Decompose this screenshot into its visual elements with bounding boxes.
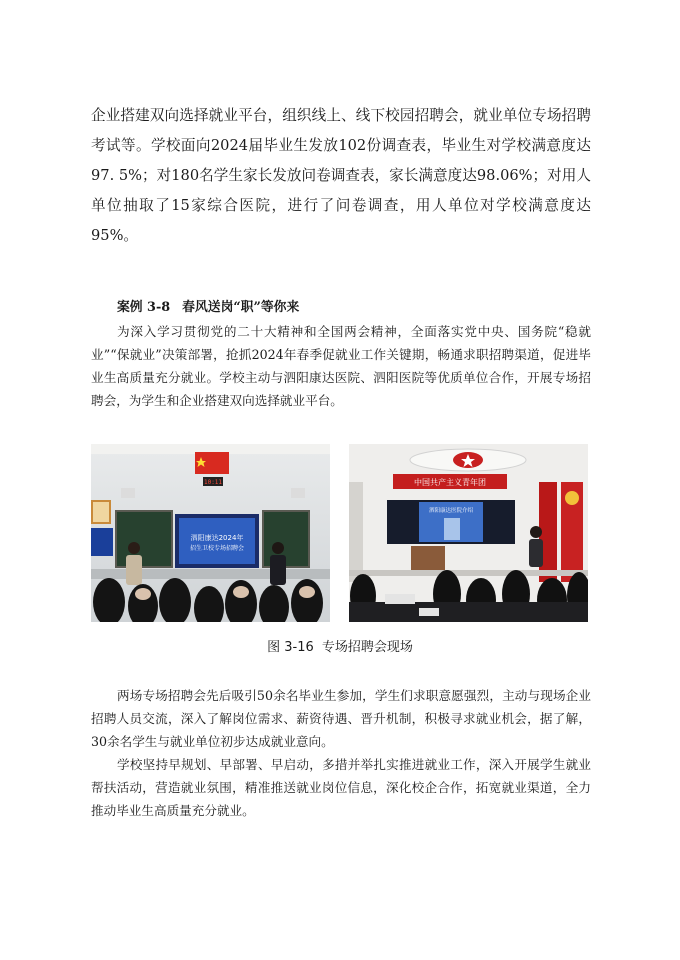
job-fair-photo-right	[349, 444, 588, 622]
figure-caption	[0, 636, 680, 655]
figure-label: 图 3-16	[267, 640, 314, 655]
case-body: 为深入学习贯彻党的二十大精神和全国两会精神，全面落实党中央、国务院“稳就业”“保就业”决策部署，抢抓2024年春季促就业工作关键期，畅通求职招聘渠道，促进毕业生高质量充分就业。学校主动与泗阳康达医院、泗阳医院等优质单位合作，开展专场招聘会，为学生和企业搭建双向选择就业平台。	[91, 324, 591, 408]
figure-text: 专场招聘会现场	[321, 640, 413, 655]
screen-caption: 泗阳康达医院介绍	[428, 508, 474, 514]
job-fair-photo-left	[91, 444, 330, 622]
league-banner: 中国共产主义青年团	[414, 478, 486, 487]
conclusion-paragraph-2: 学校坚持早规划、早部署、早启动，多措并举扎实推进就业工作，深入开展学生就业帮扶活动，营造就业氛围，精准推送就业岗位信息，深化校企合作，拓宽就业渠道，全力推动毕业生高质量充分就业。	[91, 757, 591, 818]
screen-text-line2: 招生卫校专场招聘会	[189, 545, 245, 552]
screen-text-line1: 泗阳康达2024年	[190, 534, 244, 542]
case-heading	[117, 296, 311, 315]
clock-readout: 10:11	[203, 479, 223, 486]
intro-paragraph: 企业搭建双向选择就业平台，组织线上、线下校园招聘会，就业单位专场招聘考试等。学校面向2024届毕业生发放102份调查表，毕业生对学校满意度达97. 5%；对180名学生家长发放问卷调查表，家长满意度达98.06%；对用人单位抽取了15家综合医院，进行了问卷调查，用人单位对学校满意度达95%。	[91, 107, 591, 244]
case-title: 春风送岗“职”等你来	[182, 300, 300, 315]
case-number: 案例 3-8	[117, 300, 171, 315]
conclusion-paragraph-1: 两场专场招聘会先后吸引50余名毕业生参加，学生们求职意愿强烈，主动与现场企业招聘人员交流，深入了解岗位需求、薪资待遇、晋升机制，积极寻求就业机会，据了解，30余名学生与就业单位初步达成就业意向。	[91, 688, 591, 749]
